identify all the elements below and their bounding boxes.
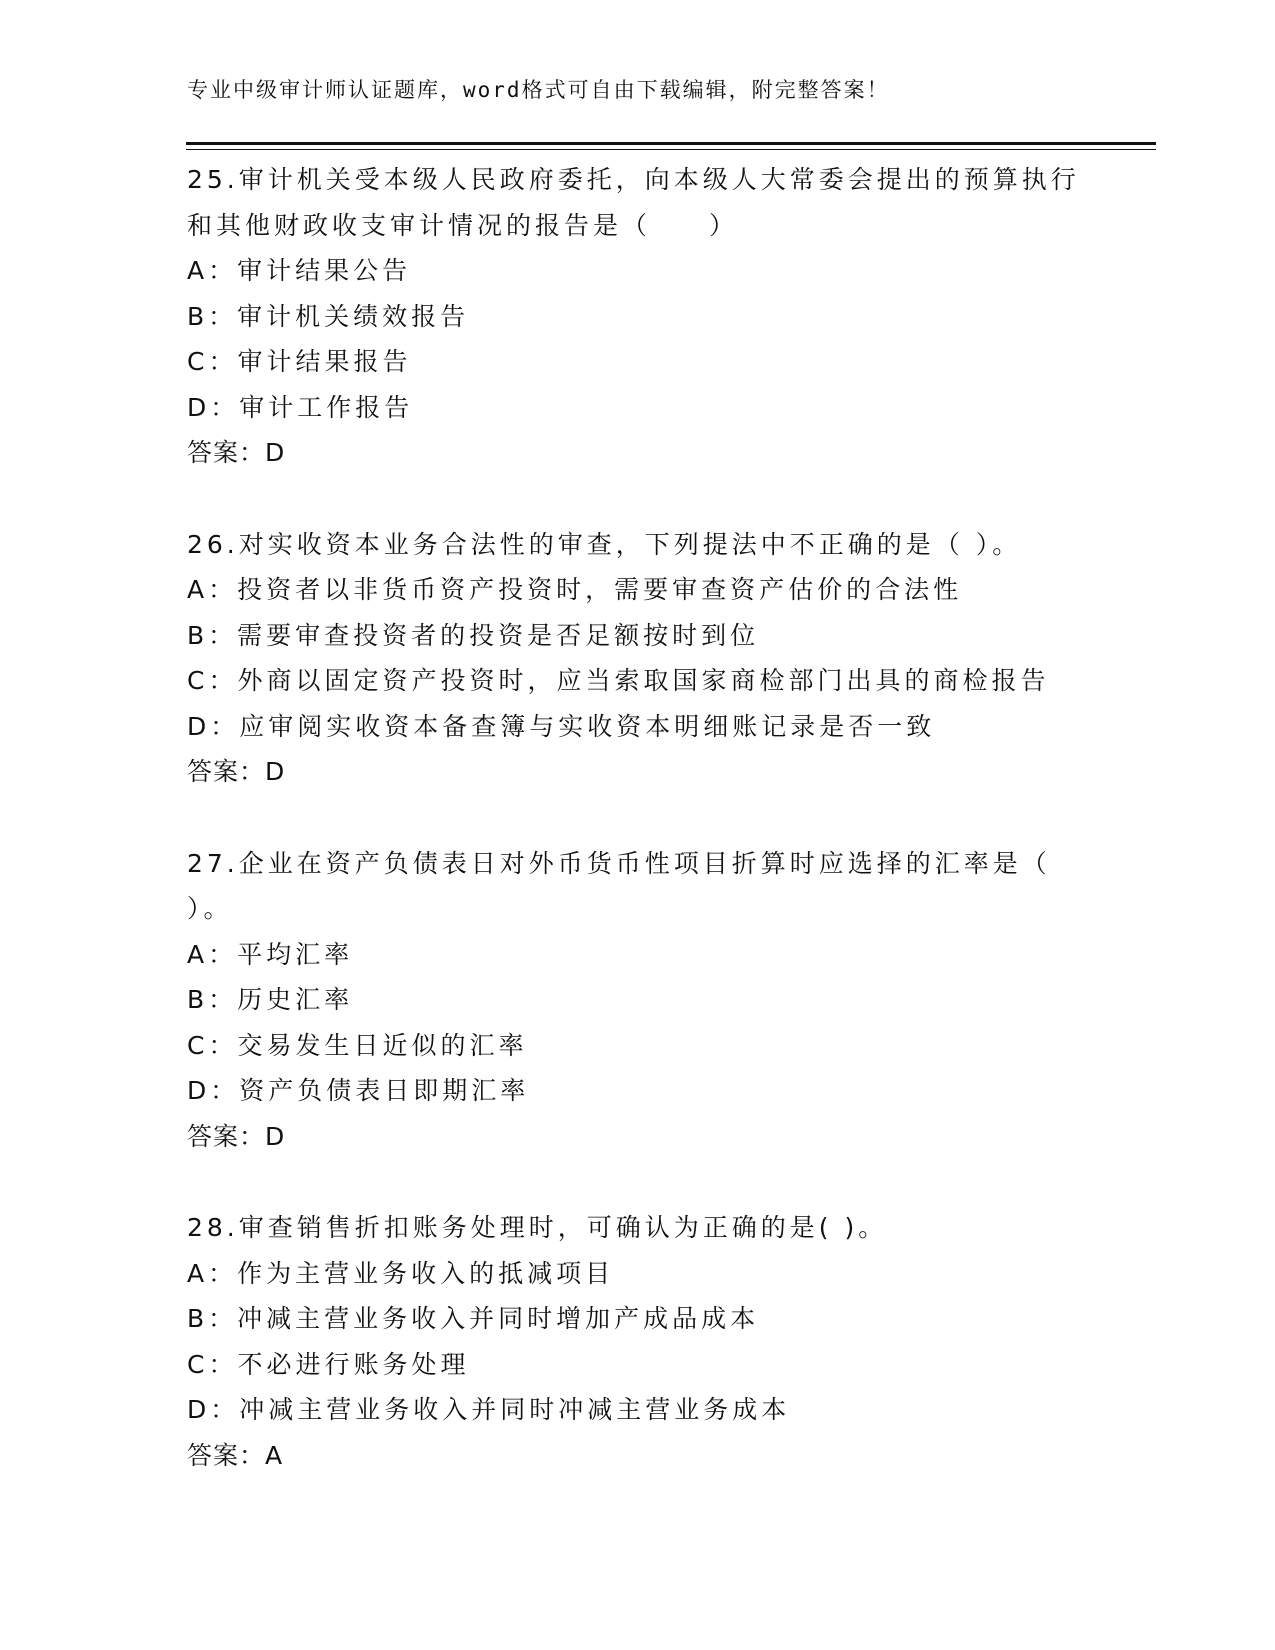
option-a: A：投资者以非货币资产投资时，需要审查资产估价的合法性 — [187, 575, 963, 604]
answer-line: 答案：D — [187, 757, 286, 786]
option-c: C：不必进行账务处理 — [187, 1349, 470, 1379]
option-a: A：平均汇率 — [187, 939, 354, 969]
option-c: C：审计结果报告 — [187, 347, 412, 376]
question-stem-line: 和其他财政收支审计情况的报告是（ ） — [187, 210, 739, 240]
header-rule-thick — [186, 142, 1156, 145]
page-header: 专业中级审计师认证题库，word格式可自由下载编辑，附完整答案！ — [187, 78, 890, 102]
option-d: D：审计工作报告 — [187, 392, 414, 422]
answer-line: 答案：D — [187, 1121, 286, 1151]
option-c: C：交易发生日近似的汇率 — [187, 1030, 528, 1060]
header-rule-thin — [186, 149, 1156, 150]
question-list — [187, 157, 1097, 1524]
question-27 — [187, 841, 1097, 1160]
option-b: B：审计机关绩效报告 — [187, 301, 470, 331]
option-d: D：应审阅实收资本备查簿与实收资本明细账记录是否一致 — [187, 711, 936, 741]
question-stem-line: 27.企业在资产负债表日对外币货币性项目折算时应选择的汇率是（ — [187, 848, 1051, 878]
option-a: A：审计结果公告 — [187, 256, 412, 285]
question-28 — [187, 1205, 1097, 1478]
option-b: B：需要审查投资者的投资是否足额按时到位 — [187, 620, 760, 650]
question-stem-line: 28.审查销售折扣账务处理时，可确认为正确的是( )。 — [187, 1213, 888, 1242]
question-stem-line: 26.对实收资本业务合法性的审查，下列提法中不正确的是（ ）。 — [187, 529, 1022, 559]
option-d: D：冲减主营业务收入并同时冲减主营业务成本 — [187, 1395, 791, 1424]
answer-line: 答案：A — [187, 1440, 284, 1470]
option-d: D：资产负债表日即期汇率 — [187, 1076, 530, 1105]
option-b: B：冲减主营业务收入并同时增加产成品成本 — [187, 1304, 760, 1333]
question-stem-line: ）。 — [187, 894, 233, 923]
question-26 — [187, 522, 1097, 795]
option-b: B：历史汇率 — [187, 985, 354, 1014]
option-c: C：外商以固定资产投资时，应当索取国家商检部门出具的商检报告 — [187, 666, 1050, 695]
option-a: A：作为主营业务收入的抵减项目 — [187, 1258, 615, 1288]
answer-line: 答案：D — [187, 438, 286, 467]
question-stem-line: 25.审计机关受本级人民政府委托，向本级人大常委会提出的预算执行 — [187, 165, 1080, 194]
question-25 — [187, 157, 1097, 476]
